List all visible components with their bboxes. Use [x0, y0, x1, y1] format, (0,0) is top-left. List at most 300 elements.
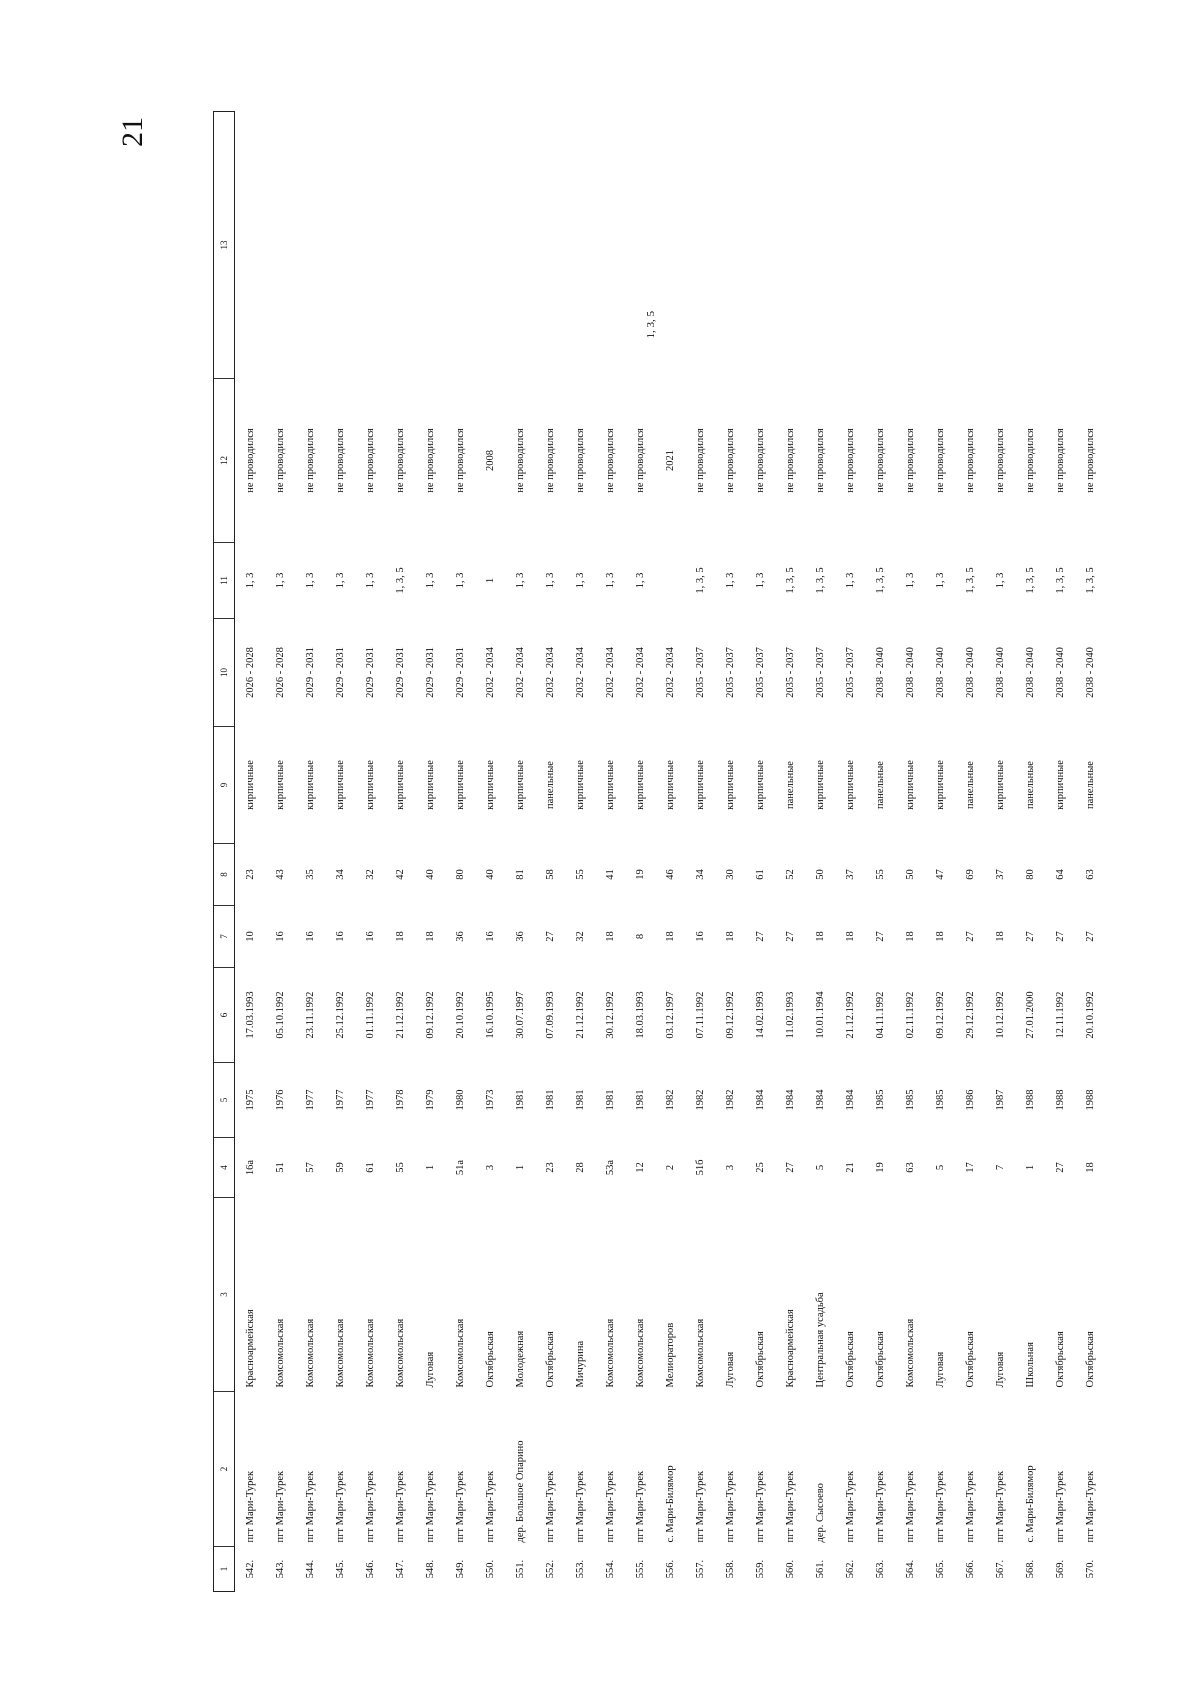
column-8-cell: 50	[904, 869, 916, 880]
column-7-cell: 18	[424, 931, 436, 942]
house-number-cell: 61	[364, 1162, 376, 1173]
house-number-cell: 3	[724, 1164, 736, 1171]
column-header: 9	[214, 727, 235, 844]
table-row	[805, 112, 835, 1592]
repair-period-cell: 2038 - 2040	[904, 647, 916, 698]
build-year-cell: 1980	[454, 1089, 466, 1111]
column-7-cell: 18	[994, 931, 1006, 942]
repair-period-cell: 2032 - 2034	[484, 647, 496, 698]
repair-period-cell: 2032 - 2034	[664, 647, 676, 698]
column-11-cell: 1, 3	[844, 572, 856, 589]
repair-period-cell: 2029 - 2031	[334, 647, 346, 698]
column-12-cell: не проводился	[544, 428, 556, 493]
settlement-cell: пгт Мари-Турек	[394, 1470, 406, 1543]
table-body	[235, 112, 1106, 1592]
house-number-cell: 59	[334, 1162, 346, 1173]
table-row	[295, 112, 325, 1592]
column-13-cell	[295, 112, 325, 379]
house-number-cell: 5	[934, 1164, 946, 1171]
column-11-cell: 1, 3	[424, 572, 436, 589]
repair-period-cell: 2038 - 2040	[1084, 647, 1096, 698]
table-row	[565, 112, 595, 1592]
street-cell: Комсомольская	[274, 1318, 286, 1388]
settlement-cell: пгт Мари-Турек	[544, 1470, 556, 1543]
wall-material-cell: кирпичные	[664, 760, 676, 810]
column-7-cell: 16	[694, 931, 706, 942]
street-cell: Октябрьская	[754, 1331, 766, 1388]
row-number-cell: 544.	[304, 1559, 316, 1579]
table-row	[745, 112, 775, 1592]
column-13-cell	[565, 112, 595, 379]
column-12-cell: не проводился	[514, 428, 526, 493]
column-12-cell: не проводился	[874, 428, 886, 493]
date-cell: 23.11.1992	[304, 991, 316, 1039]
column-7-cell: 36	[514, 931, 526, 942]
house-number-cell: 1	[1024, 1164, 1036, 1171]
house-number-cell: 3	[484, 1164, 496, 1171]
row-number-cell: 561.	[814, 1559, 826, 1579]
column-7-cell: 16	[364, 931, 376, 942]
column-8-cell: 61	[754, 869, 766, 880]
column-7-cell: 18	[394, 931, 406, 942]
column-12-cell: не проводился	[784, 428, 796, 493]
table-row	[505, 112, 535, 1592]
row-number-cell: 553.	[574, 1559, 586, 1579]
settlement-cell: дер. Сысоево	[814, 1483, 826, 1543]
column-8-cell: 47	[934, 869, 946, 880]
column-8-cell: 43	[274, 869, 286, 880]
table-row	[325, 112, 355, 1592]
house-number-cell: 28	[574, 1162, 586, 1173]
row-number-cell: 559.	[754, 1559, 766, 1579]
repair-period-cell: 2038 - 2040	[1054, 647, 1066, 698]
column-13-cell	[715, 112, 745, 379]
build-year-cell: 1976	[274, 1089, 286, 1111]
settlement-cell: пгт Мари-Турек	[964, 1470, 976, 1543]
date-cell: 10.01.1994	[814, 991, 826, 1039]
row-number-cell: 570.	[1084, 1559, 1096, 1579]
date-cell: 09.12.1992	[724, 991, 736, 1039]
column-8-cell: 37	[994, 869, 1006, 880]
wall-material-cell: кирпичные	[574, 760, 586, 810]
street-cell: Комсомольская	[394, 1318, 406, 1388]
table-row	[355, 112, 385, 1592]
house-number-cell: 51б	[694, 1159, 706, 1176]
build-year-cell: 1984	[754, 1089, 766, 1111]
column-12-cell: не проводился	[994, 428, 1006, 493]
column-11-cell: 1, 3	[454, 572, 466, 589]
date-cell: 09.12.1992	[934, 991, 946, 1039]
settlement-cell: пгт Мари-Турек	[304, 1470, 316, 1543]
wall-material-cell: кирпичные	[334, 760, 346, 810]
build-year-cell: 1984	[784, 1089, 796, 1111]
column-header: 7	[214, 906, 235, 968]
table-row	[655, 112, 685, 1592]
column-13-cell	[415, 112, 445, 379]
repair-period-cell: 2035 - 2037	[784, 647, 796, 698]
date-cell: 21.12.1992	[844, 991, 856, 1039]
column-header: 11	[214, 543, 235, 619]
wall-material-cell: кирпичные	[754, 760, 766, 810]
wall-material-cell: панельные	[544, 761, 556, 809]
date-cell: 04.11.1992	[874, 991, 886, 1039]
build-year-cell: 1977	[304, 1089, 316, 1111]
column-12-cell: не проводился	[1024, 428, 1036, 493]
date-cell: 02.11.1992	[904, 991, 916, 1039]
column-7-cell: 27	[1024, 931, 1036, 942]
repair-period-cell: 2032 - 2034	[574, 647, 586, 698]
build-year-cell: 1985	[934, 1089, 946, 1111]
row-number-cell: 545.	[334, 1559, 346, 1579]
column-11-cell: 1, 3	[514, 572, 526, 589]
date-cell: 21.12.1992	[394, 991, 406, 1039]
table-row	[475, 112, 505, 1592]
wall-material-cell: панельные	[1024, 761, 1036, 809]
street-cell: Центральная усадьба	[814, 1292, 826, 1388]
row-number-cell: 551.	[514, 1559, 526, 1579]
street-cell: Луговая	[994, 1351, 1006, 1388]
house-number-cell: 57	[304, 1162, 316, 1173]
house-number-cell: 12	[634, 1162, 646, 1173]
column-13-cell	[835, 112, 865, 379]
row-number-cell: 552.	[544, 1559, 556, 1579]
column-12-cell: не проводился	[1054, 428, 1066, 493]
street-cell: Комсомольская	[364, 1318, 376, 1388]
wall-material-cell: кирпичные	[454, 760, 466, 810]
settlement-cell: пгт Мари-Турек	[844, 1470, 856, 1543]
repair-period-cell: 2035 - 2037	[694, 647, 706, 698]
column-11-cell: 1, 3	[994, 572, 1006, 589]
repair-period-cell: 2038 - 2040	[994, 647, 1006, 698]
column-7-cell: 32	[574, 931, 586, 942]
date-cell: 18.03.1993	[634, 991, 646, 1039]
repair-period-cell: 2035 - 2037	[754, 647, 766, 698]
street-cell: Молодежная	[514, 1330, 526, 1388]
column-header: 5	[214, 1063, 235, 1138]
date-cell: 30.12.1992	[604, 991, 616, 1039]
column-8-cell: 55	[574, 869, 586, 880]
column-13-cell	[1075, 112, 1105, 379]
column-11-cell	[655, 543, 685, 619]
column-header: 1	[214, 1547, 235, 1592]
column-12-cell: не проводился	[814, 428, 826, 493]
build-year-cell: 1977	[334, 1089, 346, 1111]
row-number-cell: 554.	[604, 1559, 616, 1579]
column-11-cell: 1, 3	[364, 572, 376, 589]
settlement-cell: с. Мари-Билямор	[664, 1465, 676, 1543]
column-7-cell: 27	[964, 931, 976, 942]
column-header: 8	[214, 844, 235, 906]
wall-material-cell: кирпичные	[814, 760, 826, 810]
date-cell: 20.10.1992	[454, 991, 466, 1039]
house-number-cell: 19	[874, 1162, 886, 1173]
column-12-cell: 2008	[484, 450, 496, 471]
street-cell: Комсомольская	[904, 1318, 916, 1388]
row-number-cell: 562.	[844, 1559, 856, 1579]
column-13-cell	[955, 112, 985, 379]
row-number-cell: 565.	[934, 1559, 946, 1579]
column-7-cell: 16	[304, 931, 316, 942]
street-cell: Комсомольская	[604, 1318, 616, 1388]
date-cell: 03.12.1997	[664, 991, 676, 1039]
column-11-cell: 1, 3, 5	[1054, 567, 1066, 594]
table-header	[214, 112, 235, 1592]
build-year-cell: 1987	[994, 1089, 1006, 1111]
build-year-cell: 1988	[1024, 1089, 1036, 1111]
street-cell: Октябрьская	[1054, 1331, 1066, 1388]
date-cell: 14.02.1993	[754, 991, 766, 1039]
column-8-cell: 80	[1024, 869, 1036, 880]
column-header: 3	[214, 1198, 235, 1392]
build-year-cell: 1985	[874, 1089, 886, 1111]
column-8-cell: 42	[394, 869, 406, 880]
column-12-cell: не проводился	[604, 428, 616, 493]
wall-material-cell: панельные	[784, 761, 796, 809]
settlement-cell: пгт Мари-Турек	[424, 1470, 436, 1543]
date-cell: 10.12.1992	[994, 991, 1006, 1039]
date-cell: 09.12.1992	[424, 991, 436, 1039]
street-cell: Мичурина	[574, 1340, 586, 1388]
column-8-cell: 34	[694, 869, 706, 880]
column-7-cell: 27	[874, 931, 886, 942]
build-year-cell: 1975	[244, 1089, 256, 1111]
settlement-cell: пгт Мари-Турек	[364, 1470, 376, 1543]
wall-material-cell: кирпичные	[904, 760, 916, 810]
column-12-cell: не проводился	[424, 428, 436, 493]
settlement-cell: пгт Мари-Турек	[934, 1470, 946, 1543]
column-13-cell	[925, 112, 955, 379]
date-cell: 21.12.1992	[574, 991, 586, 1039]
street-cell: Луговая	[724, 1351, 736, 1388]
house-number-cell: 51	[274, 1162, 286, 1173]
street-cell: Красноармейская	[244, 1309, 256, 1388]
house-number-cell: 53а	[604, 1159, 616, 1176]
date-cell: 07.09.1993	[544, 991, 556, 1039]
column-12-cell: не проводился	[724, 428, 736, 493]
settlement-cell: пгт Мари-Турек	[1054, 1470, 1066, 1543]
street-cell: Школьная	[1024, 1342, 1036, 1388]
column-7-cell: 36	[454, 931, 466, 942]
column-7-cell: 18	[934, 931, 946, 942]
column-13-cell	[265, 112, 295, 379]
column-8-cell: 50	[814, 869, 826, 880]
column-8-cell: 63	[1084, 869, 1096, 880]
build-year-cell: 1973	[484, 1089, 496, 1111]
table-row	[415, 112, 445, 1592]
date-cell: 11.02.1993	[784, 991, 796, 1039]
column-11-cell: 1, 3	[934, 572, 946, 589]
row-number-cell: 564.	[904, 1559, 916, 1579]
wall-material-cell: панельные	[964, 761, 976, 809]
column-8-cell: 80	[454, 869, 466, 880]
rotated-table-container	[213, 112, 1096, 1592]
repair-period-cell: 2029 - 2031	[454, 647, 466, 698]
table-row	[985, 112, 1015, 1592]
column-13-text: 1, 3, 5	[645, 311, 657, 339]
wall-material-cell: кирпичные	[484, 760, 496, 810]
column-12-cell: не проводился	[304, 428, 316, 493]
wall-material-cell: кирпичные	[934, 760, 946, 810]
row-number-cell: 567.	[994, 1559, 1006, 1579]
house-number-cell: 63	[904, 1162, 916, 1173]
repair-period-cell: 2029 - 2031	[424, 647, 436, 698]
house-number-cell: 27	[784, 1162, 796, 1173]
column-7-cell: 27	[784, 931, 796, 942]
column-header: 2	[214, 1392, 235, 1547]
column-11-cell: 1, 3, 5	[784, 567, 796, 594]
repair-period-cell: 2035 - 2037	[814, 647, 826, 698]
build-year-cell: 1982	[664, 1089, 676, 1111]
table-row	[685, 112, 715, 1592]
table-row	[775, 112, 805, 1592]
column-11-cell: 1, 3	[634, 572, 646, 589]
date-cell: 20.10.1992	[1084, 991, 1096, 1039]
column-13-cell	[325, 112, 355, 379]
repair-period-cell: 2038 - 2040	[874, 647, 886, 698]
column-7-cell: 18	[814, 931, 826, 942]
column-13-cell	[475, 112, 505, 379]
settlement-cell: пгт Мари-Турек	[874, 1470, 886, 1543]
column-12-cell: не проводился	[394, 428, 406, 493]
column-13-cell	[355, 112, 385, 379]
settlement-cell: пгт Мари-Турек	[484, 1470, 496, 1543]
wall-material-cell: кирпичные	[514, 760, 526, 810]
house-number-cell: 5	[814, 1164, 826, 1171]
column-12-cell: не проводился	[754, 428, 766, 493]
column-7-cell: 16	[274, 931, 286, 942]
street-cell: Комсомольская	[334, 1318, 346, 1388]
repair-period-cell: 2026 - 2028	[274, 647, 286, 698]
column-13-cell	[865, 112, 895, 379]
build-year-cell: 1986	[964, 1089, 976, 1111]
column-header: 10	[214, 619, 235, 727]
house-number-cell: 25	[754, 1162, 766, 1173]
row-number-cell: 566.	[964, 1559, 976, 1579]
build-year-cell: 1988	[1054, 1089, 1066, 1111]
row-number-cell: 556.	[664, 1559, 676, 1579]
wall-material-cell: кирпичные	[994, 760, 1006, 810]
table-row	[235, 112, 266, 1592]
column-7-cell: 27	[754, 931, 766, 942]
street-cell: Мелиораторов	[664, 1322, 676, 1388]
row-number-cell: 569.	[1054, 1559, 1066, 1579]
wall-material-cell: кирпичные	[604, 760, 616, 810]
column-header: 12	[214, 379, 235, 543]
column-13-cell	[385, 112, 415, 379]
column-11-cell: 1	[484, 577, 496, 584]
date-cell: 05.10.1992	[274, 991, 286, 1039]
column-11-cell: 1, 3	[574, 572, 586, 589]
repair-period-cell: 2032 - 2034	[514, 647, 526, 698]
column-12-cell: не проводился	[844, 428, 856, 493]
housing-register-table	[213, 111, 1105, 1592]
street-cell: Комсомольская	[694, 1318, 706, 1388]
column-12-cell: не проводился	[964, 428, 976, 493]
column-13-cell	[235, 112, 266, 379]
column-13-cell	[745, 112, 775, 379]
street-cell: Октябрьская	[964, 1331, 976, 1388]
table-row	[865, 112, 895, 1592]
column-12-cell: не проводился	[574, 428, 586, 493]
house-number-cell: 7	[994, 1164, 1006, 1171]
wall-material-cell: кирпичные	[844, 760, 856, 810]
settlement-cell: пгт Мари-Турек	[274, 1470, 286, 1543]
house-number-cell: 27	[1054, 1162, 1066, 1173]
column-13-cell	[1045, 112, 1075, 379]
house-number-cell: 16а	[244, 1159, 256, 1176]
wall-material-cell: кирпичные	[394, 760, 406, 810]
column-8-cell: 55	[874, 869, 886, 880]
table-row	[835, 112, 865, 1592]
column-11-cell: 1, 3	[724, 572, 736, 589]
row-number-cell: 550.	[484, 1559, 496, 1579]
wall-material-cell: панельные	[874, 761, 886, 809]
column-11-cell: 1, 3, 5	[394, 567, 406, 594]
table-row	[895, 112, 925, 1592]
column-11-cell: 1, 3	[754, 572, 766, 589]
column-8-cell: 58	[544, 869, 556, 880]
build-year-cell: 1979	[424, 1089, 436, 1111]
settlement-cell: пгт Мари-Турек	[994, 1470, 1006, 1543]
column-8-cell: 52	[784, 869, 796, 880]
settlement-cell: пгт Мари-Турек	[604, 1470, 616, 1543]
table-row	[1075, 112, 1105, 1592]
column-12-cell: не проводился	[634, 428, 646, 493]
house-number-cell: 17	[964, 1162, 976, 1173]
repair-period-cell: 2032 - 2034	[604, 647, 616, 698]
date-cell: 01.11.1992	[364, 991, 376, 1039]
repair-period-cell: 2035 - 2037	[724, 647, 736, 698]
build-year-cell: 1981	[514, 1089, 526, 1111]
house-number-cell: 21	[844, 1162, 856, 1173]
street-cell: Комсомольская	[454, 1318, 466, 1388]
street-cell: Октябрьская	[1084, 1331, 1096, 1388]
house-number-cell: 1	[424, 1164, 436, 1171]
repair-period-cell: 2029 - 2031	[394, 647, 406, 698]
column-8-cell: 41	[604, 869, 616, 880]
settlement-cell: пгт Мари-Турек	[904, 1470, 916, 1543]
house-number-cell: 55	[394, 1162, 406, 1173]
page-number: 21	[116, 117, 149, 147]
repair-period-cell: 2038 - 2040	[934, 647, 946, 698]
repair-period-cell: 2038 - 2040	[1024, 647, 1036, 698]
date-cell: 16.10.1995	[484, 991, 496, 1039]
column-11-cell: 1, 3	[244, 572, 256, 589]
column-12-cell: не проводился	[1084, 428, 1096, 493]
table-row	[265, 112, 295, 1592]
build-year-cell: 1982	[694, 1089, 706, 1111]
wall-material-cell: кирпичные	[304, 760, 316, 810]
house-number-cell: 23	[544, 1162, 556, 1173]
row-number-cell: 555.	[634, 1559, 646, 1579]
column-7-cell: 8	[634, 933, 646, 940]
column-7-cell: 16	[334, 931, 346, 942]
settlement-cell: пгт Мари-Турек	[754, 1470, 766, 1543]
row-number-cell: 547.	[394, 1559, 406, 1579]
repair-period-cell: 2035 - 2037	[844, 647, 856, 698]
repair-period-cell: 2038 - 2040	[964, 647, 976, 698]
date-cell: 27.01.2000	[1024, 991, 1036, 1039]
row-number-cell: 560.	[784, 1559, 796, 1579]
column-7-cell: 27	[1054, 931, 1066, 942]
column-12-cell: не проводился	[934, 428, 946, 493]
wall-material-cell: кирпичные	[364, 760, 376, 810]
wall-material-cell: кирпичные	[694, 760, 706, 810]
settlement-cell: с. Мари-Билямор	[1024, 1465, 1036, 1543]
column-12-cell: не проводился	[904, 428, 916, 493]
column-11-cell: 1, 3	[904, 572, 916, 589]
column-12-cell: не проводился	[274, 428, 286, 493]
